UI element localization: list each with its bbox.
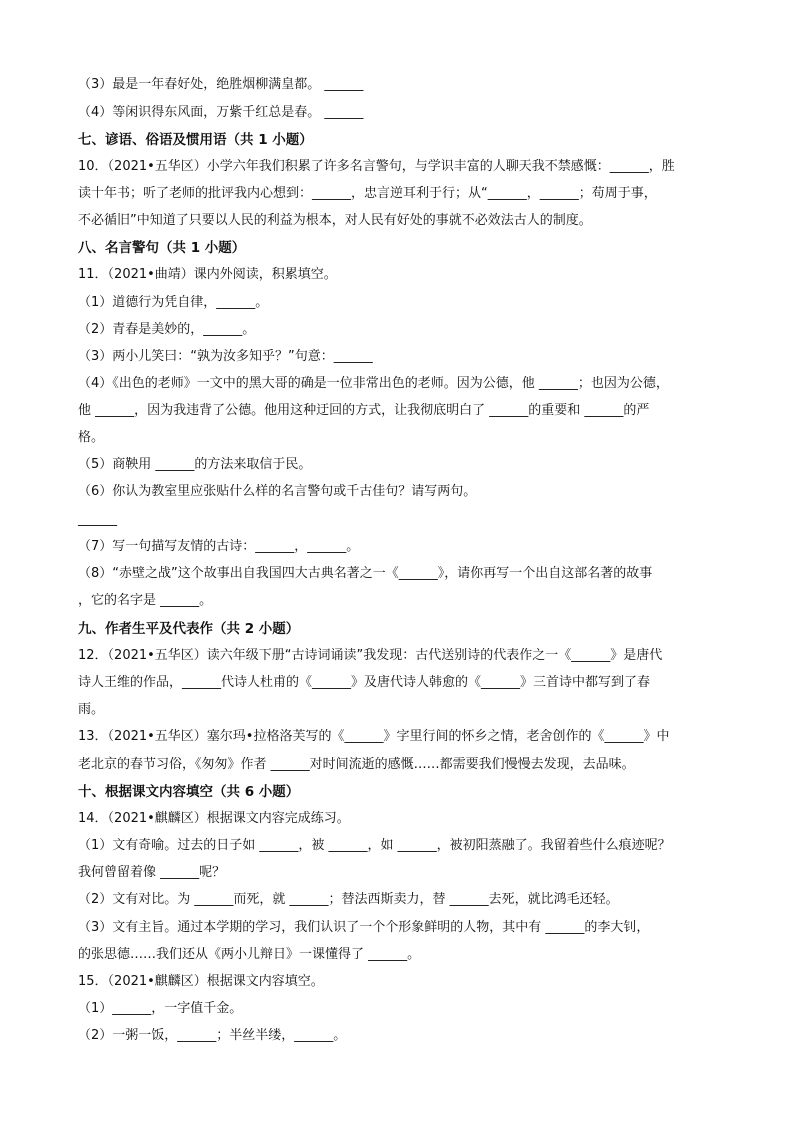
- question-11-item-1: （1）道德行为凭自律，______。: [78, 295, 269, 310]
- question-9-item-4: （4）等闲识得东风面，万紫千红总是春。 ______: [78, 105, 364, 120]
- question-14-item-3-line-1: （3）文有主旨。通过本学期的学习，我们认识了一个个形象鲜明的人物，其中有 ______的李大钊，: [78, 920, 650, 935]
- question-11-item-6-answer-blank: ______: [78, 512, 117, 527]
- question-9-item-3: （3）最是一年春好处，绝胜烟柳满皇都。 ______: [78, 77, 364, 92]
- section-9-heading: 九、作者生平及代表作（共 2 小题）: [78, 621, 300, 637]
- question-12-line-1: 12．（2021•五华区）读六年级下册“古诗词诵读”我发现：古代送别诗的代表作之一《______》是唐代: [78, 648, 663, 663]
- question-11-item-3: （3）两小儿笑曰：“孰为汝多知乎？”句意：______: [78, 349, 373, 364]
- question-11-item-2: （2）青春是美妙的，______。: [78, 322, 256, 337]
- question-10-line-1: 10．（2021•五华区）小学六年我们积累了许多名言警句，与学识丰富的人聊天我不禁感慨：______，胜: [78, 159, 675, 174]
- question-12-line-2: 诗人王维的作品，______代诗人杜甫的《______》及唐代诗人韩愈的《______》三首诗中都写到了春: [78, 675, 651, 690]
- question-11-item-6: （6）你认为教室里应张贴什么样的名言警句或千古佳句？请写两句。: [78, 484, 477, 499]
- section-7-heading: 七、谚语、俗语及惯用语（共 1 小题）: [78, 132, 313, 148]
- section-10-heading: 十、根据课文内容填空（共 6 小题）: [78, 784, 300, 800]
- question-14-item-2: （2）文有对比。为 ______而死，就 ______；替法西斯卖力，替 ______去死，就比鸿毛还轻。: [78, 892, 619, 907]
- section-8-heading: 八、名言警句（共 1 小题）: [78, 240, 246, 256]
- question-10-line-3: 不必循旧”中知道了只要以人民的利益为根本，对人民有好处的事就不必效法古人的制度。: [78, 213, 592, 228]
- question-13-line-1: 13．（2021•五华区）塞尔玛•拉格洛芙写的《______》字里行间的怀乡之情，老舍创作的《______》中: [78, 729, 670, 744]
- question-11-item-4-line-3: 格。: [78, 430, 105, 445]
- question-12-line-3: 雨。: [78, 702, 105, 717]
- question-11-item-8-line-2: ，它的名字是 ______。: [78, 593, 213, 608]
- question-14-item-1-line-1: （1）文有奇喻。过去的日子如 ______，被 ______，如 ______，被初阳蒸融了。我留着些什么痕迹呢？: [78, 838, 671, 853]
- question-15-item-2: （2）一粥一饭，______；半丝半缕，______。: [78, 1028, 347, 1043]
- question-11-item-4-line-2: 他 ______，因为我违背了公德。他用这种迂回的方式，让我彻底明白了 ______的重要和 ______的严: [78, 403, 650, 418]
- question-14-item-1-line-2: 我何曾留着像 ______呢？: [78, 865, 226, 880]
- question-11-item-4-line-1: （4）《出色的老师》一文中的黑大哥的确是一位非常出色的老师。因为公德，他 ______；也因为公德，: [78, 376, 669, 391]
- question-11-item-7: （7）写一句描写友情的古诗：______，______。: [78, 539, 360, 554]
- question-13-line-2: 老北京的春节习俗，《匆匆》作者 ______对时间流逝的感慨……都需要我们慢慢去发现，去品味。: [78, 757, 635, 772]
- question-11-title: 11．（2021•曲靖）课内外阅读，积累填空。: [78, 267, 337, 282]
- question-10-line-2: 读十年书；听了老师的批评我内心想到：______，忠言逆耳利于行；从“______，______；苟周于事，: [78, 186, 657, 201]
- question-14-title: 14．（2021•麒麟区）根据课文内容完成练习。: [78, 811, 350, 826]
- question-14-item-3-line-2: 的张思德……我们还从《两小儿辩日》一课懂得了 ______。: [78, 947, 421, 962]
- question-11-item-8-line-1: （8）“赤壁之战”这个故事出自我国四大古典名著之一《______》，请你再写一个出自这部名著的故事: [78, 566, 653, 581]
- question-15-title: 15．（2021•麒麟区）根据课文内容填空。: [78, 974, 324, 989]
- question-11-item-5: （5）商鞅用 ______的方法来取信于民。: [78, 457, 312, 472]
- question-15-item-1: （1）______，一字值千金。: [78, 1001, 243, 1016]
